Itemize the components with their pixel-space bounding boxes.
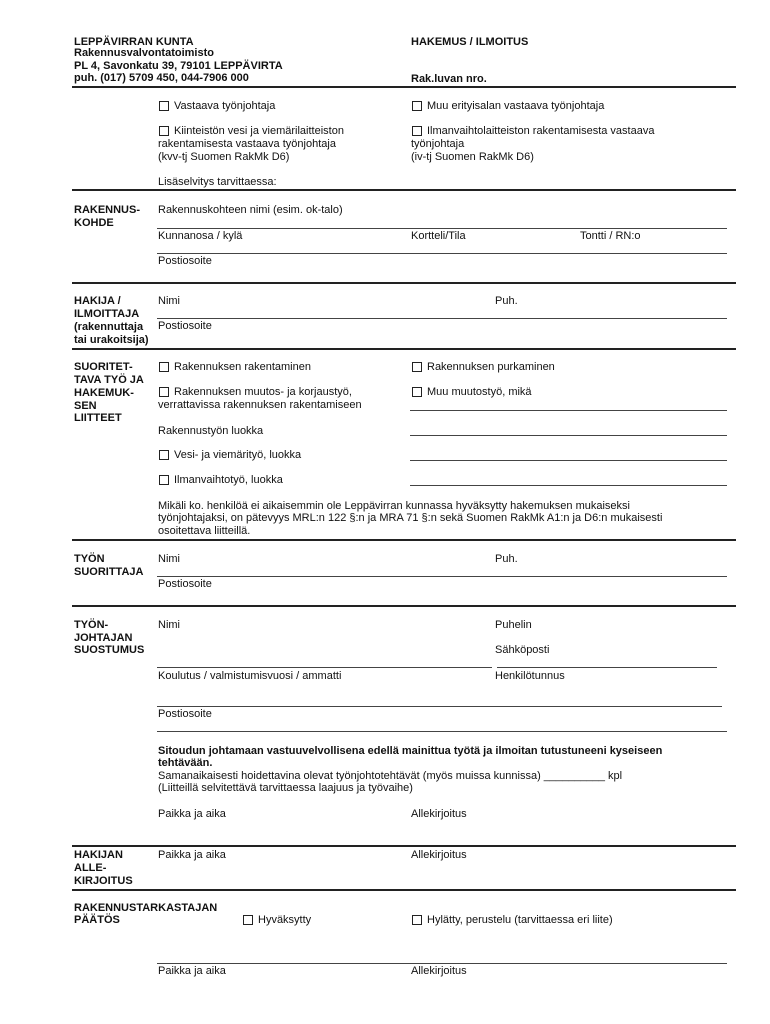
checkbox-ilmanvaihto[interactable] — [159, 475, 169, 485]
checkbox-hylatty[interactable] — [412, 915, 422, 925]
label-rakentaminen: Rakennuksen rakentaminen — [174, 361, 311, 373]
section-label-rakennuskohde-2: KOHDE — [74, 217, 114, 229]
permit-no-label: Rak.luvan nro. — [411, 73, 487, 85]
liitteilla-text: (Liitteillä selvitettävä tarvittaessa laajuus ja työvaihe) — [158, 782, 413, 794]
checkbox-purkaminen[interactable] — [412, 362, 422, 372]
checkbox-rakentaminen[interactable] — [159, 362, 169, 372]
checkbox-vastaava[interactable] — [159, 101, 169, 111]
kunnanosa-label: Kunnanosa / kylä — [158, 230, 243, 242]
section-label-allekirjoitus-1: HAKIJAN — [74, 849, 123, 861]
label-ilmanvaihto: Ilmanvaihtotyö, luokka — [174, 474, 283, 486]
tontti-label: Tontti / RN:o — [580, 230, 641, 242]
hakija-puh-label: Puh. — [495, 295, 518, 307]
suostumus-postiosoite-label: Postiosoite — [158, 708, 212, 720]
patevyys-note-3: osoitettava liitteillä. — [158, 525, 251, 537]
section-label-hakija-4: tai urakoitsija) — [74, 334, 149, 346]
label-kvv-3: (kvv-tj Suomen RakMk D6) — [158, 151, 290, 163]
section-label-paatos-1: RAKENNUSTARKASTAJAN — [74, 902, 218, 914]
label-vesi: Vesi- ja viemärityö, luokka — [174, 449, 302, 461]
sitoudun-text-2: tehtävään. — [158, 757, 213, 769]
section-label-suorittaja-1: TYÖN — [74, 553, 105, 565]
hakija-nimi-field[interactable] — [157, 318, 727, 319]
suostumus-sahkoposti-field[interactable] — [497, 667, 717, 668]
divider — [72, 539, 736, 541]
ilmanvaihto-field[interactable] — [410, 485, 727, 486]
section-label-tyo-3: HAKEMUK- — [74, 387, 134, 399]
label-iv-2: työnjohtaja — [411, 138, 465, 150]
checkbox-kvv[interactable] — [159, 126, 169, 136]
divider — [72, 86, 736, 88]
divider — [72, 605, 736, 607]
section-label-suorittaja-2: SUORITTAJA — [74, 566, 144, 578]
luokka-label: Rakennustyön luokka — [158, 425, 264, 437]
luokka-field[interactable] — [410, 435, 727, 436]
koulutus-label: Koulutus / valmistumisvuosi / ammatti — [158, 670, 342, 682]
label-iv-1: Ilmanvaihtolaitteiston rakentamisesta vastaava — [427, 125, 655, 137]
label-muu-erityisala: Muu erityisalan vastaava työnjohtaja — [427, 100, 605, 112]
section-label-hakija-1: HAKIJA / — [74, 295, 121, 307]
rakennuskohde-postiosoite-label: Postiosoite — [158, 255, 212, 267]
section-label-hakija-3: (rakennuttaja — [74, 321, 144, 333]
suostumus-paikka-label: Paikka ja aika — [158, 808, 226, 820]
org-phone: puh. (017) 5709 450, 044-7906 000 — [74, 72, 249, 84]
section-label-suostumus-1: TYÖN- — [74, 619, 109, 631]
label-purkaminen: Rakennuksen purkaminen — [427, 361, 555, 373]
label-muu-muutos: Muu muutostyö, mikä — [427, 386, 532, 398]
paatos-signature-field[interactable] — [157, 963, 727, 964]
label-muutos-2: verrattavissa rakennuksen rakentamiseen — [158, 399, 362, 411]
suorittaja-nimi-field[interactable] — [157, 576, 727, 577]
dept-name: Rakennusvalvontatoimisto — [74, 47, 214, 59]
section-label-tyo-1: SUORITET- — [74, 361, 133, 373]
vesi-field[interactable] — [410, 460, 727, 461]
section-label-paatos-2: PÄÄTÖS — [74, 914, 120, 926]
label-iv-3: (iv-tj Suomen RakMk D6) — [411, 151, 534, 163]
paatos-paikka-label: Paikka ja aika — [158, 965, 226, 977]
form-title: HAKEMUS / ILMOITUS — [411, 36, 529, 48]
suostumus-postiosoite-field[interactable] — [157, 731, 727, 732]
section-label-hakija-2: ILMOITTAJA — [74, 308, 140, 320]
checkbox-muutos[interactable] — [159, 387, 169, 397]
rakennuskohde-nimi-field[interactable] — [157, 228, 727, 229]
kortteli-label: Kortteli/Tila — [411, 230, 466, 242]
label-hyvaksytty: Hyväksytty — [258, 914, 312, 926]
patevyys-note-2: työnjohtajaksi, on pätevyys MRL:n 122 §:n ja MRA 71 §:n sekä Suomen RakMk A1:n ja D6:n mukaisesti — [158, 512, 663, 524]
divider — [72, 348, 736, 350]
section-label-rakennuskohde-1: RAKENNUS- — [74, 204, 140, 216]
section-label-allekirjoitus-3: KIRJOITUS — [74, 875, 133, 887]
paatos-allekirjoitus-label: Allekirjoitus — [411, 965, 467, 977]
section-label-tyo-5: LIITTEET — [74, 412, 122, 424]
suorittaja-postiosoite-label: Postiosoite — [158, 578, 212, 590]
muu-muutos-field[interactable] — [410, 410, 727, 411]
rakennuskohde-nimi-label: Rakennuskohteen nimi (esim. ok-talo) — [158, 204, 343, 216]
checkbox-vesi[interactable] — [159, 450, 169, 460]
checkbox-iv[interactable] — [412, 126, 422, 136]
suostumus-koulutus-field[interactable] — [157, 667, 492, 668]
hakija-nimi-label: Nimi — [158, 295, 180, 307]
section-label-tyo-2: TAVA TYÖ JA — [74, 374, 144, 386]
hakija-allekirjoitus-label: Allekirjoitus — [411, 849, 467, 861]
suostumus-sahkoposti-label: Sähköposti — [495, 644, 550, 656]
section-label-allekirjoitus-2: ALLE- — [74, 862, 107, 874]
henkilotunnus-label: Henkilötunnus — [495, 670, 565, 682]
org-name: LEPPÄVIRRAN KUNTA — [74, 36, 194, 48]
hakija-postiosoite-label: Postiosoite — [158, 320, 212, 332]
label-kvv-1: Kiinteistön vesi ja viemärilaitteiston — [174, 125, 344, 137]
divider — [72, 889, 736, 891]
lisaselvitys-label: Lisäselvitys tarvittaessa: — [158, 176, 277, 188]
section-label-tyo-4: SEN — [74, 400, 97, 412]
divider — [72, 845, 736, 847]
label-kvv-2: rakentamisesta vastaava työnjohtaja — [158, 138, 336, 150]
divider — [72, 189, 736, 191]
label-vastaava: Vastaava työnjohtaja — [174, 100, 276, 112]
label-hylatty: Hylätty, perustelu (tarvittaessa eri liite) — [427, 914, 613, 926]
suostumus-henkilotunnus-field[interactable] — [157, 706, 722, 707]
suorittaja-nimi-label: Nimi — [158, 553, 180, 565]
patevyys-note-1: Mikäli ko. henkilöä ei aikaisemmin ole Leppävirran kunnassa hyväksytty hakemuksen mukaiseksi — [158, 500, 630, 512]
divider — [72, 282, 736, 284]
sitoudun-text-1: Sitoudun johtamaan vastuuvelvollisena edellä mainittua työtä ja ilmoitan tutustuneeni kyseiseen — [158, 745, 663, 757]
checkbox-muu-erityisala[interactable] — [412, 101, 422, 111]
section-label-suostumus-2: JOHTAJAN — [74, 632, 133, 644]
suostumus-nimi-label: Nimi — [158, 619, 180, 631]
samanaikaisesti-text: Samanaikaisesti hoidettavina olevat työnjohtotehtävät (myös muissa kunnissa) __________ kpl — [158, 770, 623, 782]
kunnanosa-field[interactable] — [157, 253, 727, 254]
suostumus-allekirjoitus-label: Allekirjoitus — [411, 808, 467, 820]
section-label-suostumus-3: SUOSTUMUS — [74, 644, 145, 656]
checkbox-muu-muutos[interactable] — [412, 387, 422, 397]
hakija-paikka-label: Paikka ja aika — [158, 849, 226, 861]
org-address: PL 4, Savonkatu 39, 79101 LEPPÄVIRTA — [74, 60, 283, 72]
suostumus-puhelin-label: Puhelin — [495, 619, 532, 631]
suorittaja-puh-label: Puh. — [495, 553, 518, 565]
label-muutos-1: Rakennuksen muutos- ja korjaustyö, — [174, 386, 352, 398]
checkbox-hyvaksytty[interactable] — [243, 915, 253, 925]
